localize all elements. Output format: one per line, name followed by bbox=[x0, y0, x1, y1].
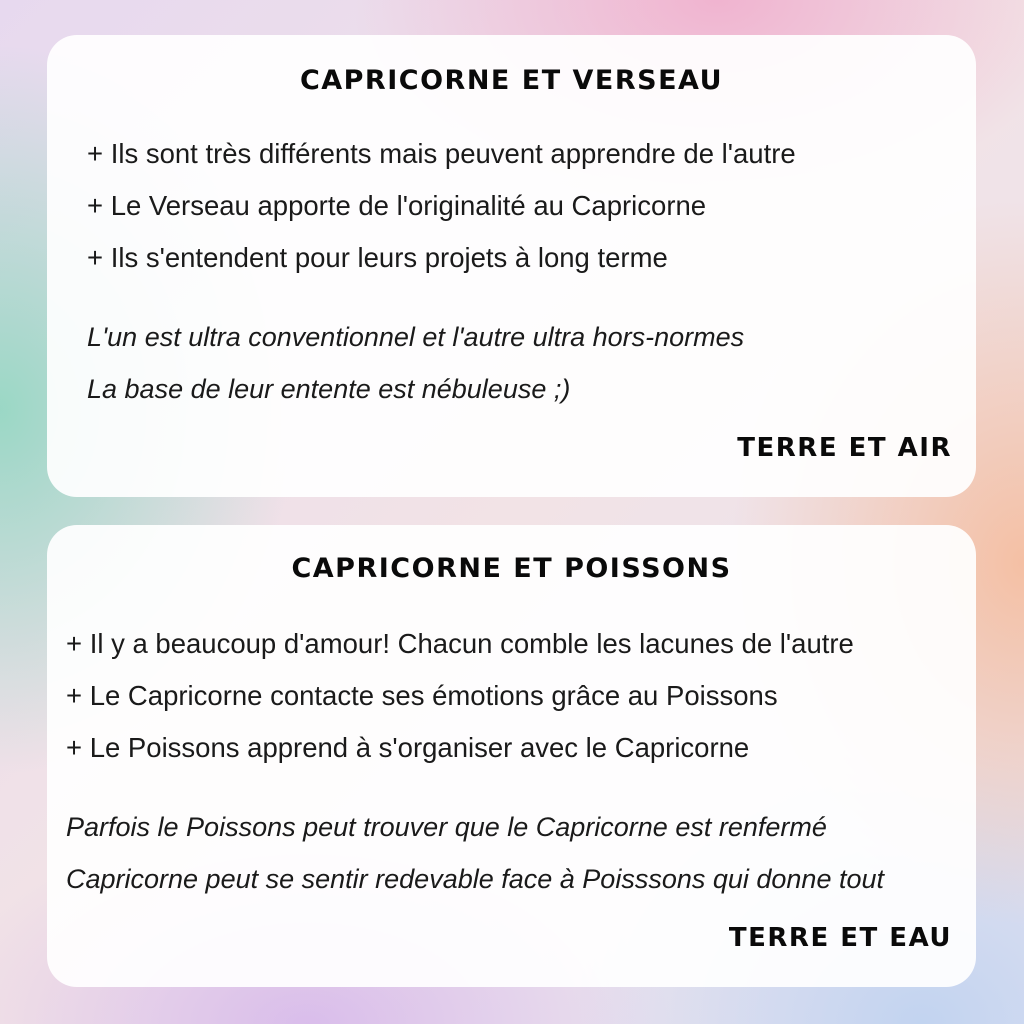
positive-point: + Le Verseau apporte de l'originalité au Capricorne bbox=[87, 190, 707, 221]
note-line: La base de leur entente est nébuleuse ;) bbox=[87, 374, 571, 404]
notes-block bbox=[87, 311, 744, 415]
note-line: Capricorne peut se sentir redevable face à Poisssons qui donne tout bbox=[66, 864, 885, 894]
card-title: CAPRICORNE ET VERSEAU bbox=[299, 65, 724, 96]
positive-point: + Il y a beaucoup d'amour! Chacun comble les lacunes de l'autre bbox=[66, 628, 854, 659]
element-label: TERRE ET EAU bbox=[728, 923, 952, 953]
note-line: L'un est ultra conventionnel et l'autre ultra hors-normes bbox=[87, 322, 745, 352]
note-line: Parfois le Poissons peut trouver que le Capricorne est renfermé bbox=[66, 812, 827, 842]
card-title: CAPRICORNE ET POISSONS bbox=[291, 553, 732, 584]
compatibility-card-capricorne-verseau bbox=[47, 35, 976, 497]
positive-point: + Ils sont très différents mais peuvent apprendre de l'autre bbox=[87, 138, 796, 169]
positive-points-list bbox=[66, 618, 854, 774]
element-label: TERRE ET AIR bbox=[737, 433, 952, 463]
positive-point: + Le Poissons apprend à s'organiser avec le Capricorne bbox=[66, 732, 750, 763]
positive-point: + Ils s'entendent pour leurs projets à long terme bbox=[87, 242, 668, 273]
compatibility-card-capricorne-poissons bbox=[47, 525, 976, 987]
positive-points-list bbox=[87, 128, 796, 284]
notes-block bbox=[66, 801, 884, 905]
positive-point: + Le Capricorne contacte ses émotions grâce au Poissons bbox=[66, 680, 778, 711]
